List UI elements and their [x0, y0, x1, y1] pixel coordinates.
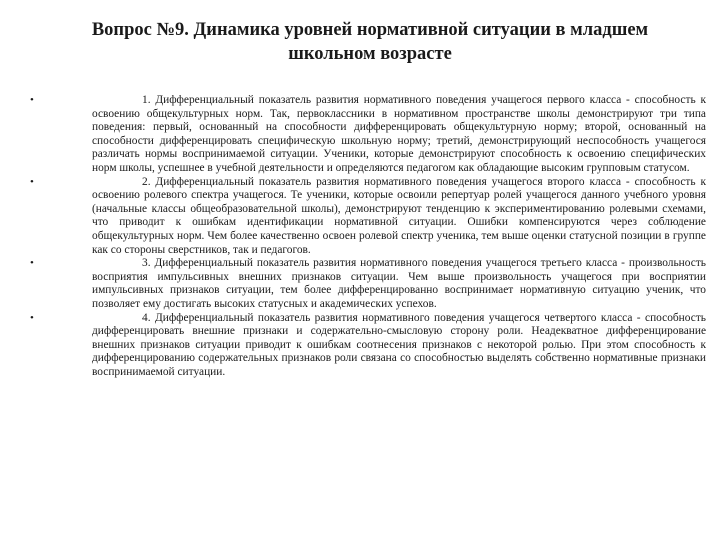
- list-item-text: 4. Дифференциальный показатель развития нормативного поведения учащегося четвертого класса - способность дифференцировать внешние признаки и содержательно-смысловую сторону роли. Неадекватное дифференцирование внешних признаков ситуации приводит к ошибкам соотнесения признаков с некоторой ролью. При этом способность к дифференцированию содержательных признаков роли связана со способностью выделять собственно нормативные признаки воспринимаемой ситуации.: [92, 311, 706, 378]
- list-item-text: 3. Дифференциальный показатель развития нормативного поведения учащегося третьего класса - произвольность восприятия импульсивных внешних признаков ситуации. Чем выше произвольность учащегося при восприятии импульсивных признаков ситуации, тем более дифференцированно воспринимает нормативную ситуацию ученик, что позволяет ему достигать высоких статусных и академических успехов.: [92, 257, 706, 310]
- list-item: [30, 312, 706, 380]
- list-item-text: 1. Дифференциальный показатель развития нормативного поведения учащегося первого класса - способность к освоению общекультурных норм. Так, первоклассники в нормативном пространстве школы демонстрируют три типа поведения: первый, основанный на способности дифференцировать общекультурную норму; второй, основанный на способности дифференцировать специфическую школьную норму; третий, демонстрирующий неспособность учащегося различать нормы воспринимаемой ситуации. Ученики, которые демонстрируют способность к освоению специфических норм школы, успешнее в учебной деятельности и определяются педагогом как обладающие высоким групповым статусом.: [92, 94, 706, 174]
- bullet-marker: •: [30, 175, 34, 188]
- list-item-text: 2. Дифференциальный показатель развития нормативного поведения учащегося второго класса - способность к освоению ролевого спектра учащегося. Те ученики, которые освоили репертуар ролей учащегося данного учебного уровня (начальные классы общеобразовательной школы), демонстрируют тенденцию к экспериментированию ролевыми схемами, что приводит к ошибкам идентификации нормативной ситуации. Ошибки компенсируются через соблюдение общекультурных норм. Чем более качественно освоен ролевой спектр ученика, тем выше оценки статусной позиции в группе как со стороны сверстников, так и педагогов.: [92, 175, 706, 256]
- bullet-marker: •: [30, 94, 34, 106]
- slide-title: [40, 18, 700, 66]
- title-line-1: Вопрос №9. Динамика уровней нормативной ситуации в младшем: [91, 20, 649, 40]
- list-item: [30, 176, 706, 258]
- title-line-2: школьном возрасте: [288, 44, 452, 64]
- list-item: [30, 94, 706, 176]
- bullet-marker: •: [30, 311, 34, 324]
- bullet-list: [30, 94, 706, 379]
- list-item: [30, 257, 706, 311]
- bullet-marker: •: [30, 257, 34, 270]
